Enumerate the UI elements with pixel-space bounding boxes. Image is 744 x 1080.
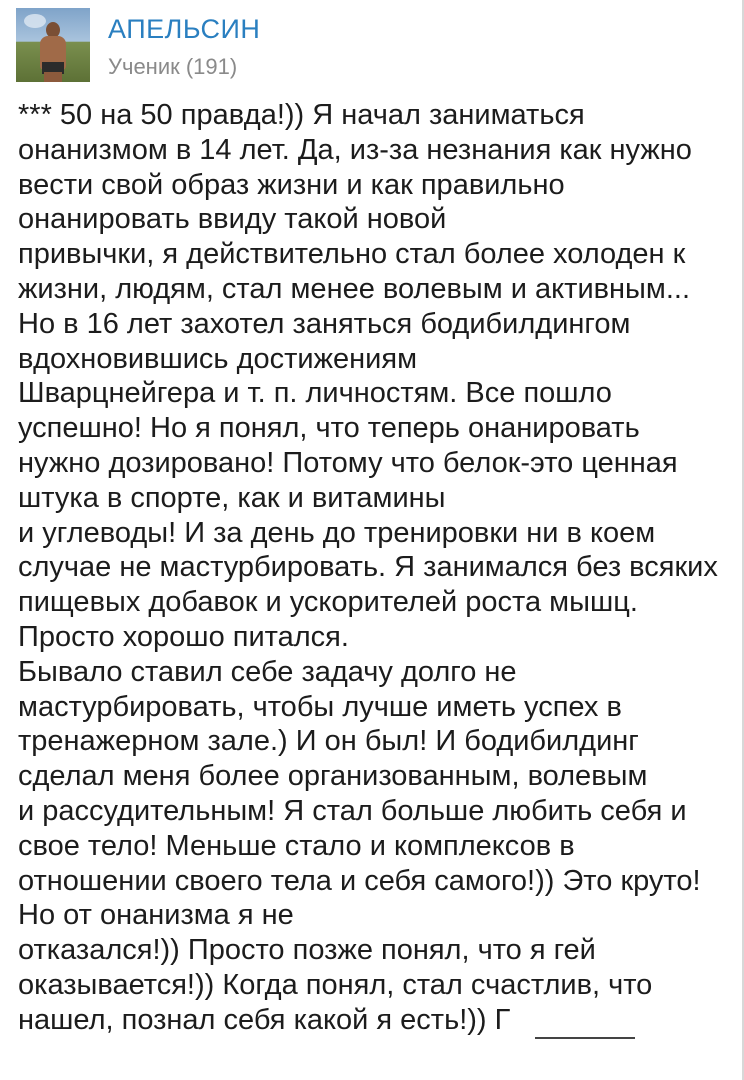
post-line: и рассудительным! Я стал больше любить себя и [18,794,687,827]
post-line: Но от онанизма я не [18,899,294,932]
post-line: пищевых добавок и ускорителей роста мышц. [18,586,638,619]
post-line: свое тело! Меньше стало и комплексов в [18,829,575,862]
post-line: вести свой образ жизни и как правильно [18,168,565,201]
post-line: сделал меня более организованным, волевым [18,760,648,793]
truncation-mark [535,1037,635,1039]
post-line: онанировать ввиду такой новой [18,203,447,236]
user-avatar[interactable] [16,8,90,82]
post-line: жизни, людям, стал менее волевым и активным... [18,272,691,305]
post-body [18,98,740,1038]
post-line: отношении своего тела и себя самого!)) Это круто! [18,864,701,897]
post-line: оказывается!)) Когда понял, стал счастлив, что [18,968,653,1001]
post-line: мастурбировать, чтобы лучше иметь успех в [18,690,622,723]
post-line: случае не мастурбировать. Я занимался без всяких [18,551,718,584]
author-name-link[interactable]: АПЕЛЬСИН [108,14,261,44]
post-line: нашел, познал себя какой я есть!)) Г [18,1003,511,1036]
post-line: вдохновившись достижениям [18,342,418,375]
post-line: Шварцнейгера и т. п. личностям. Все пошло [18,377,612,410]
post-line: Просто хорошо питался. [18,620,349,653]
post-line: и углеводы! И за день до тренировки ни в коем [18,516,656,549]
author-rank: Ученик (191) [108,54,238,79]
post-line: штука в спорте, как и витамины [18,481,446,514]
post-line: онанизмом в 14 лет. Да, из-за незнания как нужно [18,133,692,166]
avatar-person-legs [44,72,62,82]
post-line: Бывало ставил себе задачу долго не [18,655,517,688]
post-line: Но в 16 лет захотел заняться бодибилдингом [18,307,631,340]
post-line: успешно! Но я понял, что теперь онанировать [18,412,640,445]
post-line: привычки, я действительно стал более холоден к [18,238,686,271]
post-line: нужно дозировано! Потому что белок-это ценная [18,446,678,479]
post-line: тренажерном зале.) И он был! И бодибилдинг [18,725,639,758]
post-line: отказался!)) Просто позже понял, что я гей [18,934,596,967]
avatar-sky-detail [24,14,46,28]
post-header [16,8,716,84]
post-line: *** 50 на 50 правда!)) Я начал заниматься [18,99,585,131]
